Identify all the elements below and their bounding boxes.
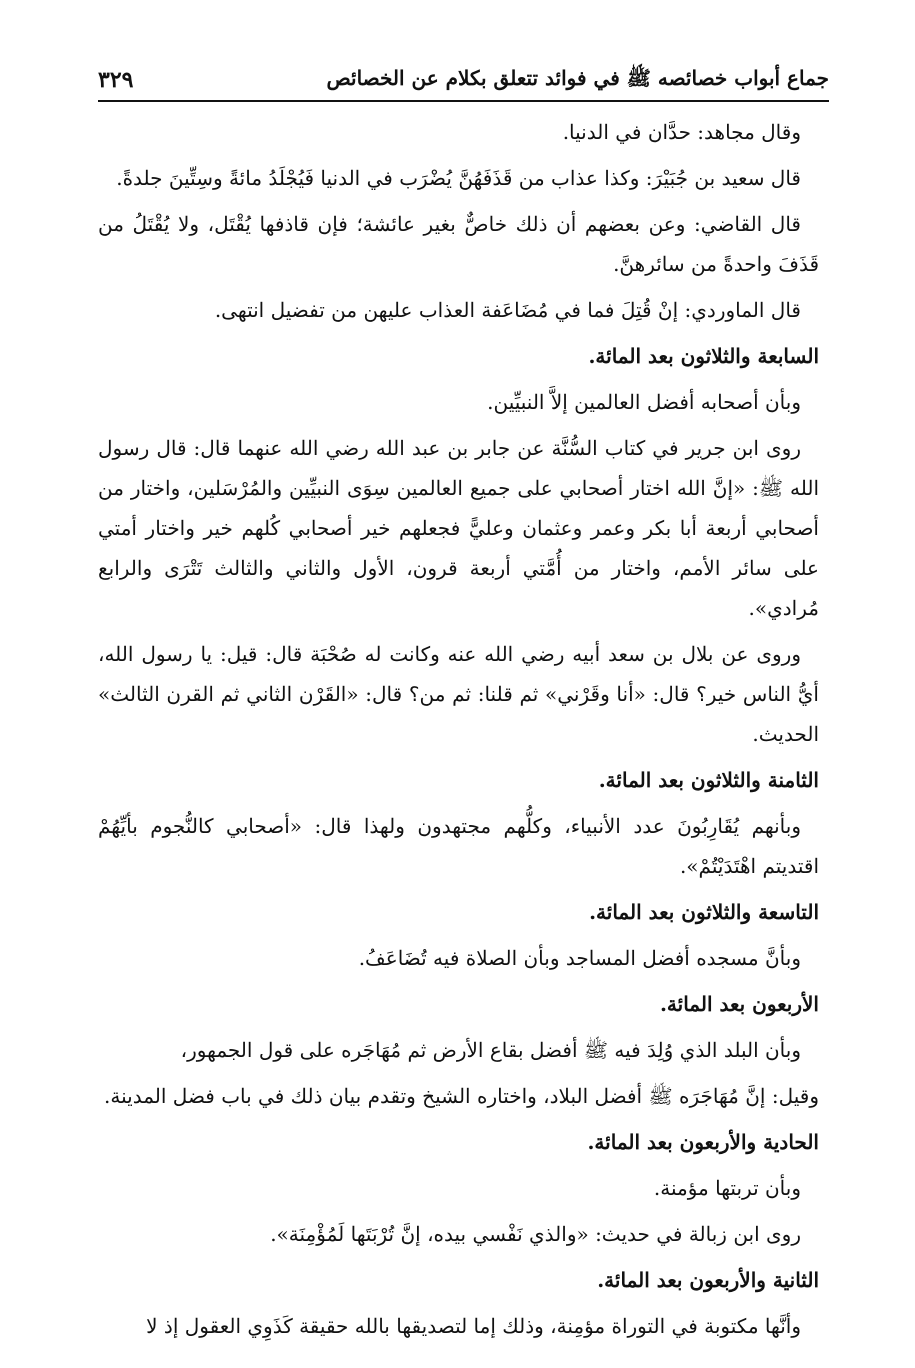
section-heading: الأربعون بعد المائة. — [659, 992, 819, 1016]
paragraph: وبأنَّ مسجده أفضل المساجد وبأن الصلاة فيه تُضَاعَفُ. — [358, 946, 801, 970]
paragraph: روى ابن جرير في كتاب السُّنَّة عن جابر بن عبد الله رضي الله عنهما قال: قال رسول الله ﷺ: «إنَّ الله اختار أصحابي على جميع العالمين سِوَى النبيِّين والمُرْسَلين، واختار من أصحابي أربعة أبا بكر وعمر وعثمان وعليًّ فجعلهم خير أصحابي كُلهم خير واختار أمتي على سائر الأمم، واختار من أُمَّتي أربعة قرون، الأول والثاني والثالث تَتْرَى والرابع مُرادي». — [98, 436, 819, 620]
section-heading: التاسعة والثلاثون بعد المائة. — [589, 900, 819, 924]
section-heading: الثانية والأربعون بعد المائة. — [597, 1268, 819, 1292]
running-title: جماع أبواب خصائصه ﷺ في فوائد تتعلق بكلام عن الخصائص — [326, 65, 829, 90]
section-heading: الثامنة والثلاثون بعد المائة. — [598, 768, 819, 792]
page-number: ٣٢٩ — [98, 67, 134, 93]
paragraph: وقال مجاهد: حدَّان في الدنيا. — [562, 120, 801, 144]
page-body — [98, 112, 819, 1352]
page-header — [98, 60, 829, 102]
paragraph: قال سعيد بن جُبَيْرَ: وكذا عذاب من قَذَفَهُنَّ يُضْرَب في الدنيا فَيُجْلَدُ مائةً وسِتِّينَ جلدةً. — [116, 166, 801, 190]
paragraph: روى ابن زبالة في حديث: «والذي نَفْسي بيده، إنَّ تُرْبَتَها لَمُؤْمِنَة». — [270, 1222, 801, 1246]
paragraph: وروى عن بلال بن سعد أبيه رضي الله عنه وكانت له صُحْبَة قال: قيل: يا رسول الله، أيُّ الناس خير؟ قال: «أنا وقَرْني» ثم قلنا: ثم من؟ قال: «القَرْن الثاني ثم القرن الثالث» الحديث. — [98, 642, 819, 746]
paragraph: وبأن البلد الذي وُلِدَ فيه ﷺ أفضل بقاع الأرض ثم مُهَاجَره على قول الجمهور، — [180, 1038, 801, 1062]
paragraph: قال الماوردي: إنْ قُتِلَ فما في مُضَاعَفة العذاب عليهن من تفضيل انتهى. — [214, 298, 801, 322]
paragraph: وبأن تربتها مؤمنة. — [653, 1176, 801, 1200]
section-heading: السابعة والثلاثون بعد المائة. — [588, 344, 819, 368]
paragraph: وأنَّها مكتوبة في التوراة مؤمِنة، وذلك إما لتصديقها بالله حقيقة كَذَوِي العقول إذ لا — [146, 1314, 801, 1338]
section-heading: الحادية والأربعون بعد المائة. — [587, 1130, 819, 1154]
paragraph: قال القاضي: وعن بعضهم أن ذلك خاصٌّ بغير عائشة؛ فإن قاذفها يُقْتَل، ولا يُقْتَلُ من قَذَفَ واحدةً من سائرهنَّ. — [98, 212, 819, 276]
paragraph: وبأنهم يُقَارِبُونَ عدد الأنبياء، وكلُّهم مجتهدون ولهذا قال: «أصحابي كالنُّجوم بأيِّهُمْ اقتديتم اهْتَدَيْتُمْ». — [98, 814, 819, 878]
paragraph: وقيل: إنَّ مُهَاجَرَه ﷺ أفضل البلاد، واختاره الشيخ وتقدم بيان ذلك في باب فضل المدينة. — [104, 1084, 819, 1108]
paragraph: وبأن أصحابه أفضل العالمين إلاَّ النبيِّين. — [487, 390, 801, 414]
